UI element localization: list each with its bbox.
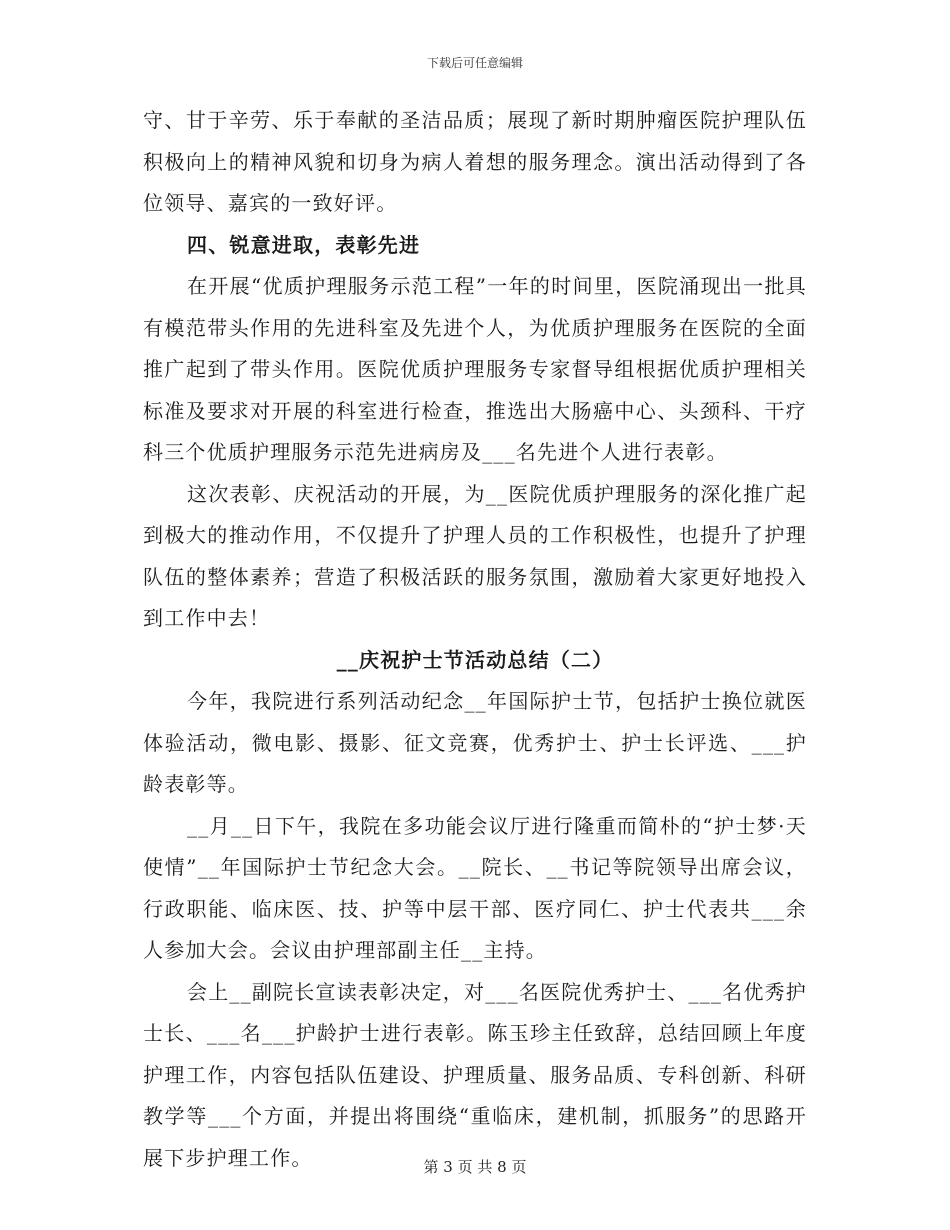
page-number: 第 3 页 共 8 页 bbox=[423, 1158, 527, 1176]
document-body bbox=[143, 100, 807, 1179]
paragraph-commendation: 在开展“优质护理服务示范工程”一年的时间里，医院涌现出一批具有模范带头作用的先进科室及先进个人，为优质护理服务在医院的全面推广起到了带头作用。医院优质护理服务专家督导组根据优质护理相关标准及要求对开展的科室进行检查，推选出大肠癌中心、头颈科、干疗科三个优质护理服务示范先进病房及___名先进个人进行表彰。 bbox=[143, 274, 807, 464]
paragraph-meeting-content: 会上__副院长宣读表彰决定，对___名医院优秀护士、___名优秀护士长、___名___护龄护士进行表彰。陈玉珍主任致辞，总结回顾上年度护理工作，内容包括队伍建设、护理质量、服务品质、专科创新、科研教学等___个方面，并提出将围绕“重临床，建机制，抓服务”的思路开展下步护理工作。 bbox=[143, 979, 807, 1170]
page-header: 下载后可任意编辑 bbox=[426, 56, 523, 70]
paragraph-continuation: 守、甘于辛劳、乐于奉献的圣洁品质；展现了新时期肿瘤医院护理队伍积极向上的精神风貌和切身为病人着想的服务理念。演出活动得到了各位领导、嘉宾的一致好评。 bbox=[143, 108, 807, 215]
article-title-2: __庆祝护士节活动总结（二） bbox=[336, 647, 614, 672]
section-heading-4: 四、锐意进取，表彰先进 bbox=[187, 232, 421, 257]
paragraph-impact: 这次表彰、庆祝活动的开展，为__医院优质护理服务的深化推广起到极大的推动作用，不仅提升了护理人员的工作积极性，也提升了护理队伍的整体素养；营造了积极活跃的服务氛围，激励着大家更好地投入到工作中去！ bbox=[143, 481, 807, 630]
paragraph-conference: __月__日下午，我院在多功能会议厅进行隆重而简朴的“护士梦·天使情”__年国际护士节纪念大会。__院长、__书记等院领导出席会议，行政职能、临床医、技、护等中层干部、医疗同仁、护士代表共___余人参加大会。会议由护理部副主任__主持。 bbox=[143, 813, 807, 962]
paragraph-activities: 今年，我院进行系列活动纪念__年国际护士节，包括护士换位就医体验活动，微电影、摄影、征文竞赛，优秀护士、护士长评选、___护龄表彰等。 bbox=[143, 689, 807, 796]
